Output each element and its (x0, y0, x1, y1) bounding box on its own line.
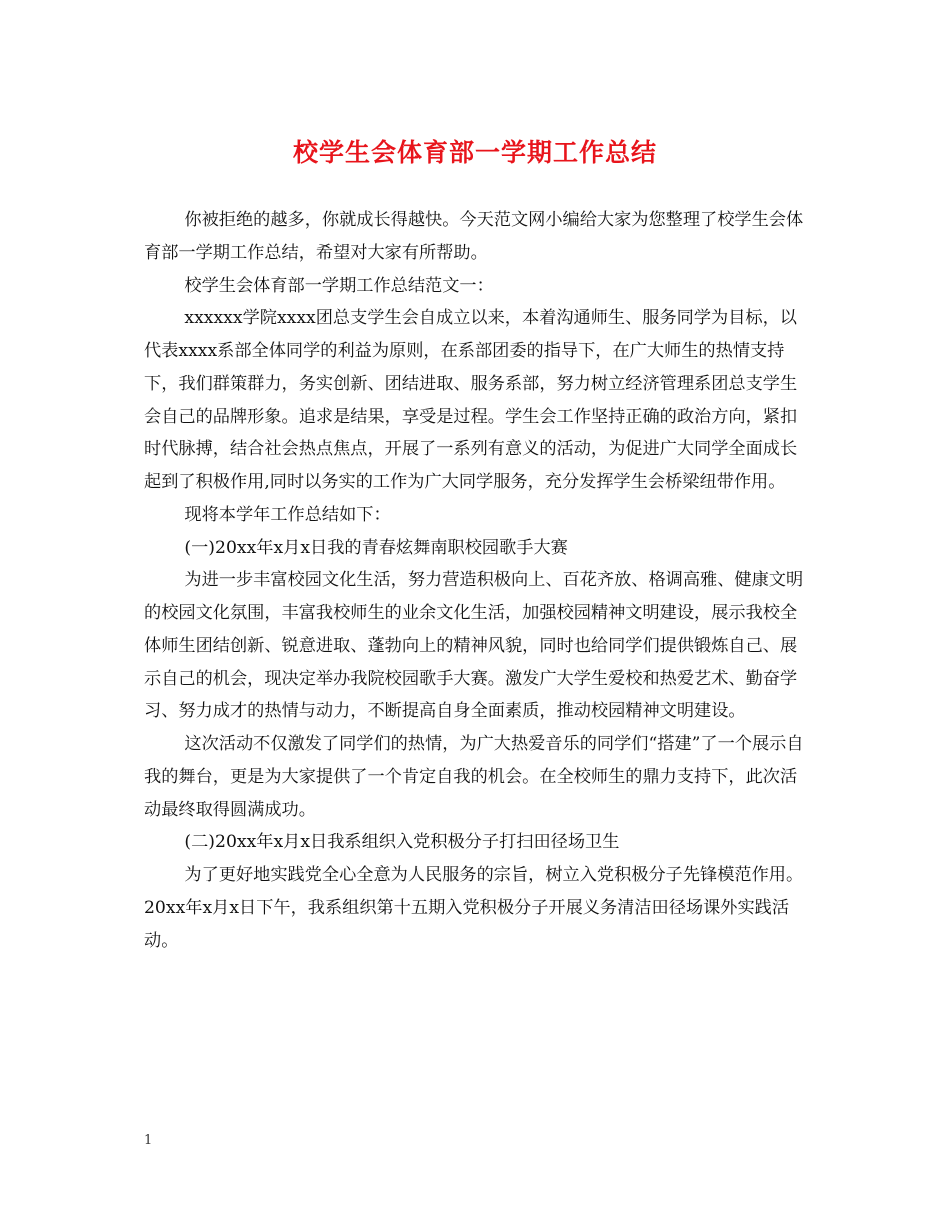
sample-heading: 校学生会体育部一学期工作总结范文一： (184, 275, 494, 296)
section-two-paragraph: 为了更好地实践党全心全意为人民服务的宗旨，树立入党积极分子先锋模范作用。20xx年x月x日下午，我系组织第十五期入党积极分子开展义务清洁田径场课外实践活动。 (144, 865, 804, 951)
page-number: 1 (144, 1133, 153, 1148)
document-title: 校学生会体育部一学期工作总结 (292, 138, 657, 167)
summary-lead: 现将本学年工作总结如下： (184, 504, 391, 525)
document-body (144, 204, 806, 957)
section-one-result-paragraph: 这次活动不仅激发了同学们的热情，为广大热爱音乐的同学们“搭建”了一个展示自我的舞台，更是为大家提供了一个肯定自我的机会。在全校师生的鼎力支持下，此次活动最终取得圆满成功。 (144, 734, 804, 820)
section-one-paragraph: 为进一步丰富校园文化生活，努力营造积极向上、百花齐放、格调高雅、健康文明的校园文化氛围，丰富我校师生的业余文化生活，加强校园精神文明建设，展示我校全体师生团结创新、锐意进取、蓬勃向上的精神风貌，同时也给同学们提供锻炼自己、展示自己的机会，现决定举办我院校园歌手大赛。激发广大学生爱校和热爱艺术、勤奋学习、努力成才的热情与动力，不断提高自身全面素质，推动校园精神文明建设。 (144, 570, 804, 722)
section-one-heading: (一)20xx年x月x日我的青春炫舞南职校园歌手大赛 (184, 537, 568, 558)
section-two-heading: (二)20xx年x月x日我系组织入党积极分子打扫田径场卫生 (184, 832, 620, 853)
overview-paragraph: xxxxxx学院xxxx团总支学生会自成立以来，本着沟通师生、服务同学为目标，以代表xxxx系部全体同学的利益为原则，在系部团委的指导下，在广大师生的热情支持下，我们群策群力，务实创新、团结进取、服务系部，努力树立经济管理系团总支学生会自己的品牌形象。追求是结果，享受是过程。学生会工作坚持正确的政治方向，紧扣时代脉搏，结合社会热点焦点，开展了一系列有意义的活动，为促进广大同学全面成长起到了积极作用,同时以务实的工作为广大同学服务，充分发挥学生会桥梁纽带作用。 (144, 308, 798, 492)
intro-paragraph: 你被拒绝的越多，你就成长得越快。今天范文网小编给大家为您整理了校学生会体育部一学期工作总结，希望对大家有所帮助。 (144, 210, 804, 263)
